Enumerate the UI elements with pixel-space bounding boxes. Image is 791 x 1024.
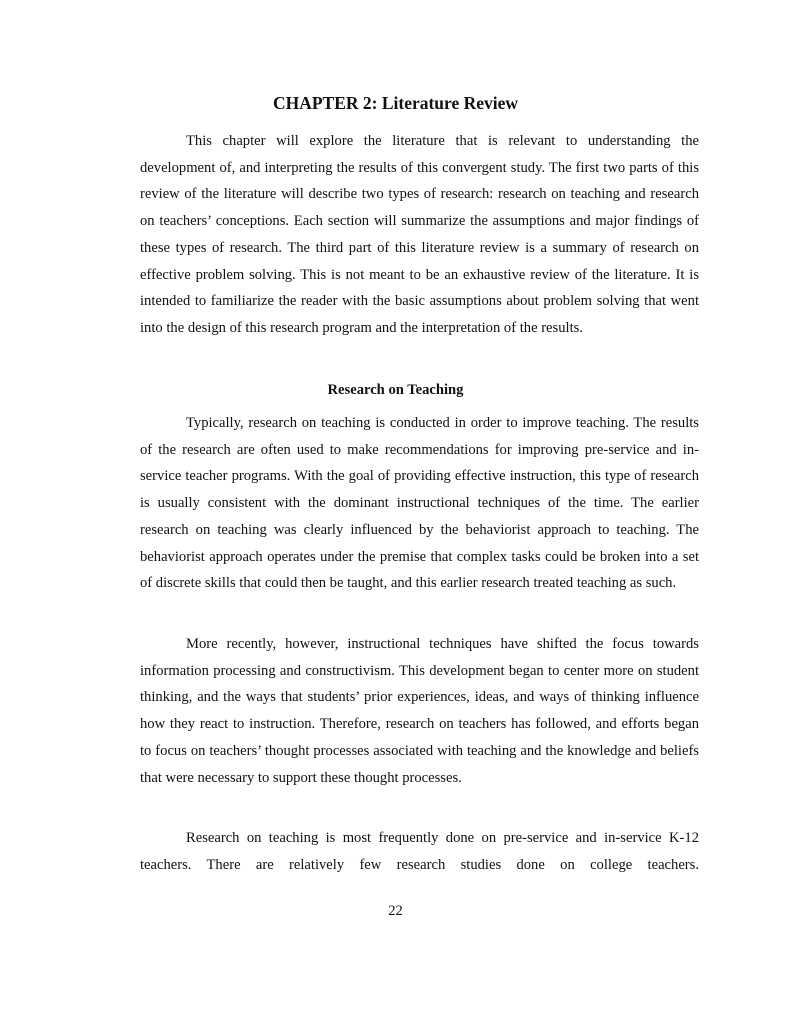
paragraph-text: Typically, research on teaching is conducted in order to improve teaching. The results of the research are often used to make recommendations for improving pre-service and in-service teacher programs. With the goal of providing effective instruction, this type of research is usually consistent with the dominant instructional techniques of the time. The earlier research on teaching was clearly influenced by the behaviorist approach to teaching. The behaviorist approach operates under the premise that complex tasks could be broken into a set of discrete skills that could then be taught, and this earlier research treated teaching as such. bbox=[140, 415, 699, 592]
body-paragraph bbox=[140, 825, 699, 878]
body-paragraph bbox=[140, 410, 699, 597]
section-heading: Research on Teaching bbox=[327, 382, 464, 398]
chapter-title: CHAPTER 2: Literature Review bbox=[272, 93, 519, 113]
page-number: 22 bbox=[388, 903, 403, 919]
paragraph-text: More recently, however, instructional techniques have shifted the focus towards information processing and constructivism. This development began to center more on student thinking, and the ways that students’ prior experiences, ideas, and ways of thinking influence how they react to instruction. Therefore, research on teachers has followed, and efforts began to focus on teachers’ thought processes associated with teaching and the knowledge and beliefs that were necessary to support these thought processes. bbox=[140, 636, 699, 786]
body-paragraph bbox=[140, 631, 699, 791]
paragraph-text: This chapter will explore the literature that is relevant to understanding the development of, and interpreting the results of this convergent study. The first two parts of this review of the literature will describe two types of research: research on teaching and research on teachers’ conceptions. Each section will summarize the assumptions and major findings of these types of research. The third part of this literature review is a summary of research on effective problem solving. This is not meant to be an exhaustive review of the literature. It is intended to familiarize the reader with the basic assumptions about problem solving that went into the design of this research program and the interpretation of the results. bbox=[140, 133, 699, 336]
paragraph-text: Research on teaching is most frequently done on pre-service and in-service K-12 teachers. There are relatively few research studies done on college teachers. bbox=[140, 830, 699, 873]
intro-paragraph bbox=[140, 128, 699, 342]
